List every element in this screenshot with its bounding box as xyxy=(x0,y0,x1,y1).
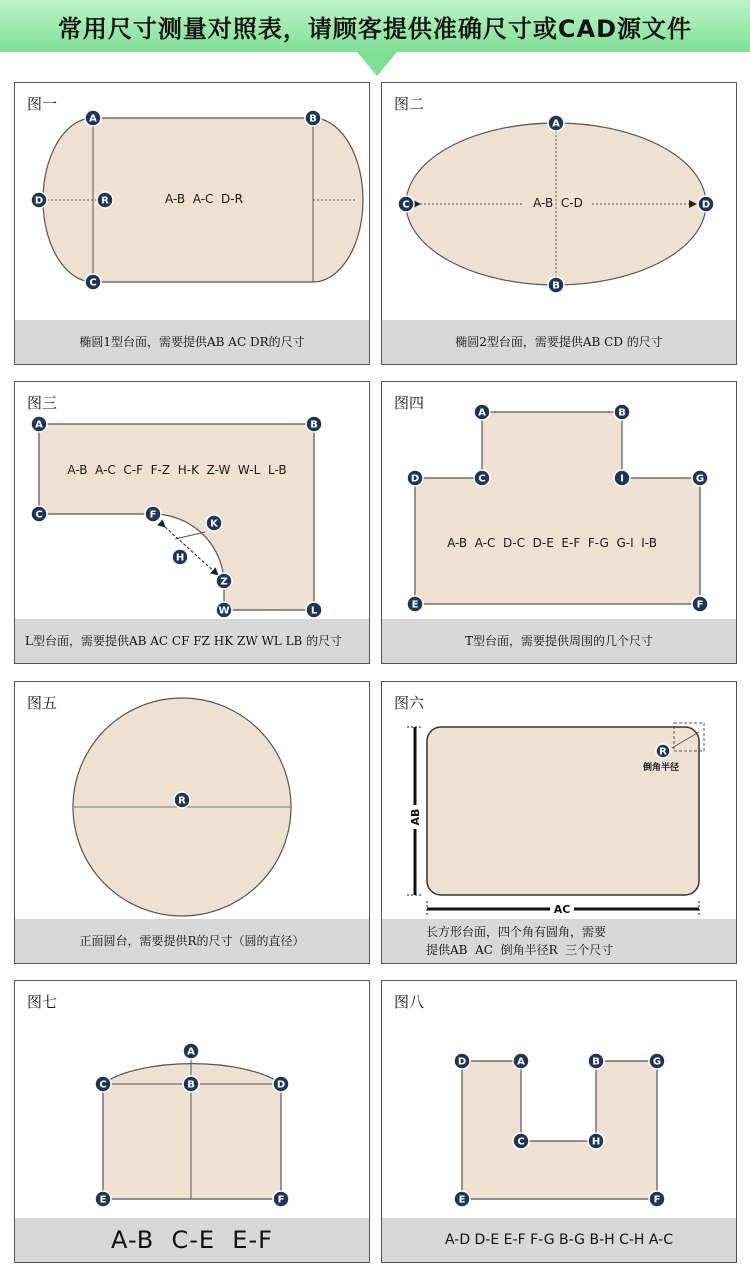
node-d xyxy=(698,196,714,212)
svg-text:F: F xyxy=(149,509,157,521)
fig2-dims: A-B C-D xyxy=(533,196,583,210)
fig1-dims: A-B A-C D-R xyxy=(165,192,243,206)
svg-text:B: B xyxy=(310,419,318,431)
svg-text:A: A xyxy=(478,407,486,419)
node-a xyxy=(31,416,47,432)
panel-title: 图七 xyxy=(27,993,58,1011)
node-r xyxy=(97,192,113,208)
corner-radius-label: 倒角半径 xyxy=(642,763,680,773)
svg-text:C: C xyxy=(402,199,410,211)
svg-text:A: A xyxy=(187,1046,195,1058)
node-c xyxy=(398,196,414,212)
panel-fig7 xyxy=(14,980,370,1263)
node-w xyxy=(216,602,232,618)
node-e xyxy=(407,596,423,612)
panel-title: 图一 xyxy=(27,95,58,113)
node-c xyxy=(474,470,490,486)
node-i xyxy=(614,470,630,486)
svg-text:I: I xyxy=(620,473,624,485)
node-r xyxy=(174,792,190,808)
panel-fig8 xyxy=(381,980,737,1263)
node-b xyxy=(614,404,630,420)
svg-text:E: E xyxy=(99,1194,107,1206)
ab-label: AB xyxy=(409,808,422,826)
node-r xyxy=(656,744,670,758)
ac-label: AC xyxy=(553,903,571,916)
panel-title: 图六 xyxy=(394,694,425,712)
panel-caption: L型台面，需要提供AB AC CF FZ HK ZW WL LB 的尺寸 xyxy=(15,619,369,663)
svg-text:C: C xyxy=(89,277,97,289)
svg-text:Z: Z xyxy=(220,576,228,588)
panel-caption: 正面圆台，需要提供R的尺寸（圆的直径） xyxy=(15,919,369,963)
panel-caption: A-D D-E E-F F-G B-G B-H C-H A-C xyxy=(382,1218,736,1262)
node-a xyxy=(513,1053,529,1069)
node-b xyxy=(548,277,564,293)
node-d xyxy=(31,192,47,208)
svg-text:W: W xyxy=(218,605,230,617)
svg-text:H: H xyxy=(175,552,185,564)
node-e xyxy=(454,1191,470,1207)
panel-fig1 xyxy=(14,82,370,365)
svg-text:G: G xyxy=(695,473,705,485)
node-b xyxy=(183,1076,199,1092)
svg-text:B: B xyxy=(187,1079,195,1091)
svg-text:E: E xyxy=(458,1194,466,1206)
svg-text:D: D xyxy=(457,1056,467,1068)
panel-fig5 xyxy=(14,681,370,964)
node-h xyxy=(172,549,188,565)
node-a xyxy=(85,110,101,126)
node-a xyxy=(183,1043,199,1059)
node-f xyxy=(649,1191,665,1207)
node-a xyxy=(474,404,490,420)
panel-caption: A-B C-E E-F xyxy=(15,1218,369,1262)
svg-text:E: E xyxy=(411,599,419,611)
panel-title: 图四 xyxy=(394,394,425,412)
node-f xyxy=(273,1191,289,1207)
fig3-dims: A-B A-C C-F F-Z H-K Z-W W-L L-B xyxy=(67,463,287,477)
t-shape xyxy=(415,412,700,604)
node-f xyxy=(145,506,161,522)
node-f xyxy=(692,596,708,612)
panel-title: 图二 xyxy=(394,95,425,113)
panel-caption xyxy=(382,919,736,963)
fig4-dims: A-B A-C D-C D-E E-F F-G G-I I-B xyxy=(447,536,657,550)
node-l xyxy=(306,602,322,618)
svg-text:C: C xyxy=(99,1079,107,1091)
svg-text:B: B xyxy=(552,280,560,292)
panel-fig6 xyxy=(381,681,737,964)
svg-text:B: B xyxy=(309,113,317,125)
node-b xyxy=(588,1053,604,1069)
svg-text:F: F xyxy=(696,599,704,611)
caption-line-1: 长方形台面，四个角有圆角，需要 xyxy=(426,925,607,939)
node-k xyxy=(206,515,222,531)
header-title: 常用尺寸测量对照表，请顾客提供准确尺寸或CAD源文件 xyxy=(57,14,693,43)
svg-text:D: D xyxy=(34,195,44,207)
svg-text:A: A xyxy=(517,1056,525,1068)
header-arrow xyxy=(357,52,397,76)
svg-text:C: C xyxy=(35,509,43,521)
node-c xyxy=(95,1076,111,1092)
svg-text:R: R xyxy=(659,746,667,758)
node-d xyxy=(273,1076,289,1092)
svg-text:D: D xyxy=(410,473,420,485)
svg-text:R: R xyxy=(101,195,109,207)
svg-text:B: B xyxy=(592,1056,600,1068)
svg-text:C: C xyxy=(478,473,486,485)
panel-caption: 椭圆1型台面，需要提供AB AC DR的尺寸 xyxy=(15,320,369,364)
panel-fig2 xyxy=(381,82,737,365)
svg-text:D: D xyxy=(276,1079,286,1091)
svg-text:K: K xyxy=(210,518,218,530)
svg-text:F: F xyxy=(653,1194,661,1206)
caption-line-2: 提供AB AC 倒角半径R 三个尺寸 xyxy=(426,943,614,957)
node-c xyxy=(31,506,47,522)
svg-text:H: H xyxy=(591,1136,601,1148)
node-d xyxy=(407,470,423,486)
node-a xyxy=(548,115,564,131)
line-h-k xyxy=(175,532,205,539)
svg-text:F: F xyxy=(277,1194,285,1206)
node-c xyxy=(513,1133,529,1149)
node-g xyxy=(649,1053,665,1069)
svg-text:C: C xyxy=(517,1136,525,1148)
svg-text:A: A xyxy=(552,118,560,130)
panel-title: 图五 xyxy=(27,694,58,712)
l-shape xyxy=(39,424,314,610)
node-h xyxy=(588,1133,604,1149)
node-c xyxy=(85,274,101,290)
node-g xyxy=(692,470,708,486)
svg-text:L: L xyxy=(310,605,318,617)
node-d xyxy=(454,1053,470,1069)
svg-text:G: G xyxy=(652,1056,662,1068)
node-z xyxy=(216,573,232,589)
node-b xyxy=(306,416,322,432)
svg-text:R: R xyxy=(178,795,186,807)
panel-title: 图八 xyxy=(394,993,425,1011)
node-e xyxy=(95,1191,111,1207)
u-shape xyxy=(462,1061,657,1199)
page-header xyxy=(0,0,750,52)
svg-text:D: D xyxy=(701,199,711,211)
panel-fig3 xyxy=(14,381,370,664)
panel-caption: T型台面，需要提供周围的几个尺寸 xyxy=(382,619,736,663)
panel-caption: 椭圆2型台面，需要提供AB CD 的尺寸 xyxy=(382,320,736,364)
svg-text:A: A xyxy=(89,113,97,125)
svg-text:B: B xyxy=(618,407,626,419)
panel-fig4 xyxy=(381,381,737,664)
node-b xyxy=(305,110,321,126)
svg-text:A: A xyxy=(35,419,43,431)
panel-title: 图三 xyxy=(27,394,58,412)
